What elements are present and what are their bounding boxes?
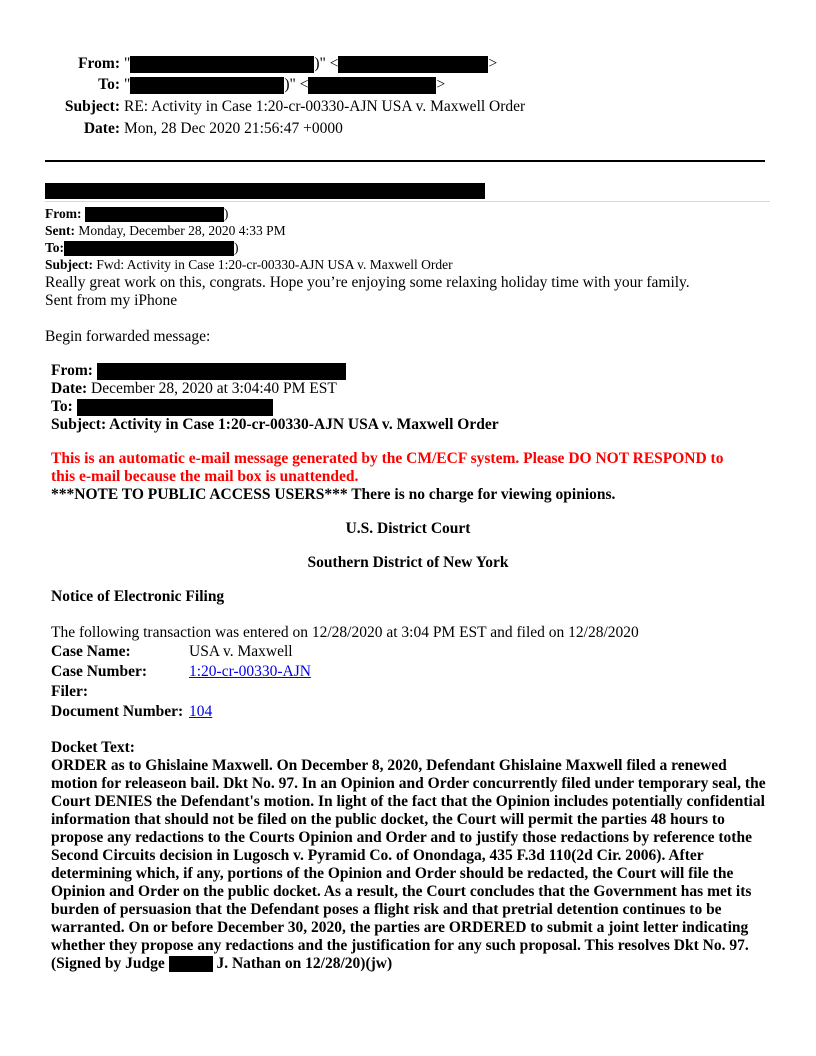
reply-sent-line [45,223,286,239]
fwd-from-label: From: [51,362,93,379]
redaction-block [64,241,234,256]
fwd-to-line [51,398,273,416]
redaction-block [45,183,485,199]
reply-subject-line [45,257,453,273]
docket-text-body: ORDER as to Ghislaine Maxwell. On December 8, 2020, Defendant Ghislaine Maxwell filed a renewed motion for releaseon bail. Dkt No. 97. In an Opinion and Order concurrently filed under temporary seal, the Court DENIES the Defendant's motion. In light of the fact that the Opinion includes potentially confidential information that should not be filed on the public docket, the Court will permit the parties 48 hours to propose any redactions to the Courts Opinion and Order and to justify those redactions by reference tothe Second Circuits decision in Lugosch v. Pyramid Co. of Onondaga, 435 F.3d 110(2d Cir. 2006). After determining which, if any, portions of the Opinion and Order should be redacted, the Court will file the Opinion and Order on the public docket. As a result, the Court concludes that the Government has met its burden of persuasion that the Defendant poses a flight risk and that pretrial detention continues to be warranted. On or before December 30, 2020, the parties are ORDERED to submit a joint letter indicating whether they propose any redactions and the justification for any such proposal. This resolves Dkt No. 97. (Signed by Judge [51,757,766,972]
document-number-link[interactable]: 104 [189,703,213,720]
case-name-value: USA v. Maxwell [189,643,293,660]
reply-to-suffix: ) [234,240,239,255]
header-from-prefix: " [124,55,131,72]
redaction-block [77,399,273,416]
case-number-row [51,663,311,681]
case-name-row [51,643,293,661]
reply-from-label: From: [45,206,82,221]
docket-text-end: J. Nathan on 12/28/20)(jw) [216,955,393,972]
case-name-label: Case Name: [51,643,131,660]
header-from-mid: )" < [314,55,339,72]
redaction-block [169,956,213,972]
reply-to-line [45,240,239,256]
reply-from-line [45,206,228,222]
fwd-subject-value: Activity in Case 1:20-cr-00330-AJN USA v. Maxwell Order [109,416,499,433]
reply-sent-value: Monday, December 28, 2020 4:33 PM [78,223,286,238]
fwd-date-value: December 28, 2020 at 3:04:40 PM EST [91,380,337,397]
redaction-block [338,56,488,73]
header-to-mid: )" < [284,76,309,93]
fwd-to-label: To: [51,398,73,415]
header-date-value: Mon, 28 Dec 2020 21:56:47 +0000 [124,120,343,137]
reply-subject-value: Fwd: Activity in Case 1:20-cr-00330-AJN USA v. Maxwell Order [96,257,453,272]
redaction-block [130,56,314,73]
filer-row [51,683,189,701]
reply-sent-label: Sent: [45,223,75,238]
reply-divider [45,201,770,202]
fwd-from-line [51,362,346,380]
case-number-label: Case Number: [51,663,147,680]
header-to-label: To: [98,76,120,93]
header-to-prefix: " [124,76,131,93]
fwd-subject-line [51,416,499,434]
reply-from-suffix: ) [223,206,229,221]
nef-title: Notice of Electronic Filing [51,588,225,605]
begin-forwarded-message: Begin forwarded message: [45,328,211,345]
filer-label: Filer: [51,683,89,700]
header-from-suffix: > [488,55,498,72]
district-name: Southern District of New York [307,554,509,571]
fwd-subject-label: Subject: [51,416,107,433]
reply-body-line1: Really great work on this, congrats. Hope you’re enjoying some relaxing holiday time with your family. [45,274,690,291]
header-date-label: Date: [83,120,120,137]
reply-subject-label: Subject: [45,257,93,272]
public-access-note: ***NOTE TO PUBLIC ACCESS USERS*** There is no charge for viewing opinions. [51,486,616,503]
transaction-line: The following transaction was entered on 12/28/2020 at 3:04 PM EST and filed on 12/28/2020 [51,624,639,641]
case-number-link[interactable]: 1:20-cr-00330-AJN [189,663,311,680]
reply-to-label: To: [45,240,65,255]
docket-text [51,757,771,973]
header-subject-label: Subject: [64,98,120,115]
header-from-label: From: [78,55,120,72]
header-divider [45,160,765,162]
document-number-label: Document Number: [51,703,184,720]
docket-text-label: Docket Text: [51,739,135,756]
redaction-block [97,363,346,380]
header-to-value [124,76,445,94]
redaction-block [130,77,284,94]
header-subject-value: RE: Activity in Case 1:20-cr-00330-AJN USA v. Maxwell Order [124,98,526,115]
header-to-suffix: > [436,76,446,93]
warning-line2: this e-mail because the mail box is unattended. [51,468,359,485]
header-from-value [124,55,497,73]
fwd-date-label: Date: [51,380,88,397]
reply-body-line2: Sent from my iPhone [45,292,178,309]
fwd-date-line [51,380,337,398]
redaction-block [85,207,224,222]
warning-line1: This is an automatic e-mail message generated by the CM/ECF system. Please DO NOT RESPOND to [51,450,724,467]
court-name: U.S. District Court [345,520,471,537]
document-number-row [51,703,212,721]
redaction-block [308,77,436,94]
